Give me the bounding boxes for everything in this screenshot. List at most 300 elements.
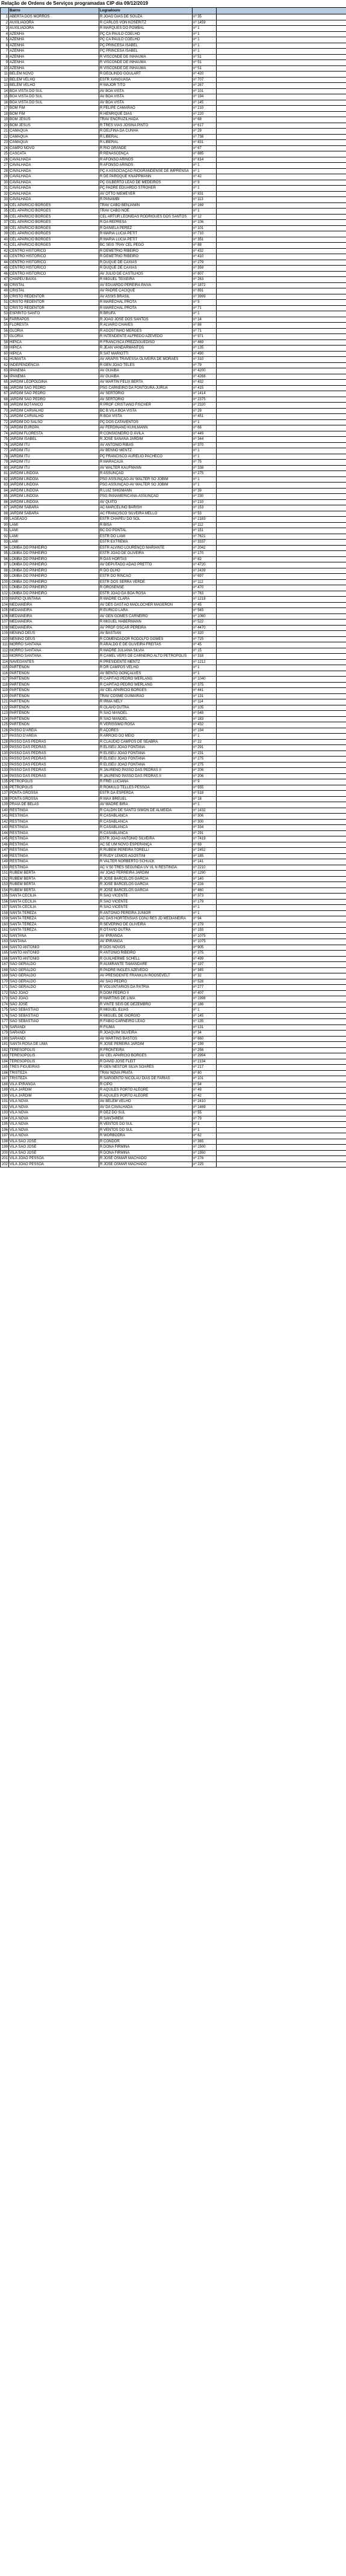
row-bairro: CRISTAL <box>9 282 99 288</box>
page-title: Relação de Ordens de Serviços programadas CIP dia 09/12/2019 <box>1 1 148 6</box>
table-row <box>1 163 346 169</box>
row-blank <box>217 43 346 49</box>
row-bairro: SÃO GERALDO <box>9 979 99 985</box>
row-blank <box>217 876 346 882</box>
row-logradouro: R DA REPRESA <box>99 220 193 226</box>
row-number: nº 9 <box>193 779 217 785</box>
row-bairro: PARTENON <box>9 693 99 699</box>
row-number: nº 88 <box>193 323 217 329</box>
row-index: 22 <box>1 134 9 140</box>
row-index: 75 <box>1 437 9 443</box>
row-bairro: JARDIM SÃO PEDRO <box>9 385 99 391</box>
row-index: 161 <box>1 928 9 934</box>
row-logradouro: BC B VILA BOA VISTA <box>99 408 193 414</box>
row-index: 186 <box>1 1070 9 1076</box>
row-number: nº 185 <box>193 853 217 859</box>
row-index: 58 <box>1 340 9 346</box>
row-blank <box>217 865 346 871</box>
row-number: nº 151 <box>193 528 217 534</box>
row-bairro: JARDIM CARVALHO <box>9 414 99 420</box>
row-logradouro: TRAV ENCRUZILHADA <box>99 117 193 123</box>
table-row <box>1 534 346 540</box>
table-row <box>1 186 346 192</box>
row-number: nº 1 <box>193 168 217 174</box>
row-number: nº 1 <box>193 419 217 425</box>
row-logradouro: R DEMETRIO RIBEIRO <box>99 248 193 254</box>
row-bairro: PETRÓPOLIS <box>9 779 99 785</box>
row-blank <box>217 830 346 836</box>
row-number: nº 2994 <box>193 1053 217 1059</box>
row-logradouro: BC SEIS TRAV CEL PEGO <box>99 243 193 249</box>
row-blank <box>217 243 346 249</box>
table-row <box>1 859 346 865</box>
row-blank <box>217 665 346 671</box>
row-bairro: CEL APARICIO BORGES <box>9 202 99 209</box>
row-index: 56 <box>1 328 9 334</box>
row-number: nº 1469 <box>193 1104 217 1110</box>
row-number: nº 53 <box>193 511 217 517</box>
row-bairro: CEL APARICIO BORGES <box>9 214 99 220</box>
row-number: nº 267 <box>193 83 217 89</box>
row-logradouro: R CALDIN DE SANTO SIMON DE ALMEIDA <box>99 808 193 814</box>
table-row <box>1 1013 346 1019</box>
table-row <box>1 1116 346 1122</box>
row-blank <box>217 1082 346 1088</box>
row-logradouro: AC FRANCISCO SILVEIRA MELLO <box>99 511 193 517</box>
row-blank <box>217 956 346 962</box>
row-index: 79 <box>1 460 9 466</box>
row-number: nº 1 <box>193 163 217 169</box>
table-row <box>1 745 346 751</box>
table-row <box>1 437 346 443</box>
row-index: 145 <box>1 836 9 842</box>
row-index: 89 <box>1 517 9 523</box>
row-number: nº 112 <box>193 579 217 585</box>
row-number: nº 35 <box>193 14 217 20</box>
row-bairro: CRISTO REDENTOR <box>9 305 99 311</box>
row-bairro: CEL APARICIO BORGES <box>9 220 99 226</box>
row-blank <box>217 945 346 951</box>
row-blank <box>217 574 346 580</box>
row-index: 25 <box>1 151 9 157</box>
row-bairro: SANTANA <box>9 933 99 939</box>
row-blank <box>217 671 346 677</box>
table-row <box>1 134 346 140</box>
row-index: 92 <box>1 534 9 540</box>
row-blank <box>217 1110 346 1116</box>
row-bairro: MORRO SANTANA <box>9 642 99 648</box>
table-row <box>1 853 346 859</box>
row-bairro: RESTINGA <box>9 830 99 836</box>
row-logradouro: R LUIZ SHIGMANN <box>99 488 193 494</box>
row-blank <box>217 693 346 699</box>
row-logradouro: R FREI LUCIANA <box>99 779 193 785</box>
row-bairro: SÃO SEBASTIÃO <box>9 1008 99 1014</box>
row-logradouro: AV DES GASTÃO MADLOCHER MAGERON <box>99 602 193 608</box>
row-index: 115 <box>1 665 9 671</box>
table-row <box>1 140 346 146</box>
row-index: 193 <box>1 1110 9 1116</box>
row-bairro: PASSO DAS PEDRAS <box>9 773 99 779</box>
row-bairro: AZENHA <box>9 31 99 37</box>
row-number: nº 88 <box>193 243 217 249</box>
table-row <box>1 174 346 180</box>
row-bairro: AZENHA <box>9 54 99 60</box>
row-blank <box>217 631 346 637</box>
row-logradouro: R HENRIQUE DIAS <box>99 111 193 117</box>
row-logradouro: ESTR EXTREMA <box>99 540 193 546</box>
row-bairro: PRAIA DE BELAS <box>9 802 99 808</box>
table-row <box>1 374 346 380</box>
row-index: 135 <box>1 779 9 785</box>
row-number: nº 2320 <box>193 403 217 409</box>
row-logradouro: PÇ A ASSOCIAÇÃO RIOGRANDENSE DE IMPRENSA <box>99 168 193 174</box>
row-logradouro: AV EDUARDO PEREIRA PAIVA <box>99 282 193 288</box>
table-row <box>1 425 346 431</box>
row-blank <box>217 585 346 591</box>
row-logradouro: R CLÁUDIO CAMPOS DE SEABRA <box>99 739 193 745</box>
row-bairro: LAMI <box>9 534 99 540</box>
row-index: 197 <box>1 1133 9 1139</box>
row-blank <box>217 848 346 854</box>
row-index: 72 <box>1 419 9 425</box>
table-row <box>1 1053 346 1059</box>
row-index: 156 <box>1 899 9 905</box>
row-number: nº 1 <box>193 448 217 454</box>
row-logradouro: R MARIA LUCIA PETIT <box>99 237 193 243</box>
row-number: nº 3999 <box>193 294 217 300</box>
table-row <box>1 419 346 425</box>
row-bairro: CENTRO HISTÓRICO <box>9 260 99 266</box>
row-number: nº 451 <box>193 414 217 420</box>
table-row <box>1 1008 346 1014</box>
row-number: nº 460 <box>193 888 217 894</box>
row-logradouro: ESTR XANGUASA <box>99 77 193 83</box>
row-blank <box>217 111 346 117</box>
row-logradouro: R OLAVO DUTRA <box>99 705 193 711</box>
table-row <box>1 1065 346 1071</box>
row-logradouro: R SÃO VICENTE <box>99 899 193 905</box>
row-logradouro: R DEZ DO SUL <box>99 1110 193 1116</box>
row-number: nº 1459 <box>193 20 217 26</box>
row-number: nº 220 <box>193 111 217 117</box>
row-index: 63 <box>1 368 9 374</box>
row-logradouro: AV JOÃO FERREIRA JARDIM <box>99 871 193 877</box>
row-index: 13 <box>1 83 9 89</box>
row-logradouro: BC DO PONTAL <box>99 528 193 534</box>
row-bairro: RESTINGA <box>9 814 99 820</box>
table-row <box>1 830 346 836</box>
row-number: nº 199 <box>193 1042 217 1048</box>
row-blank <box>217 311 346 317</box>
row-blank <box>217 768 346 774</box>
row-blank <box>217 385 346 391</box>
row-number: nº 101 <box>193 1076 217 1082</box>
row-number: nº 42 <box>193 174 217 180</box>
row-bairro: SÃO JOSÉ <box>9 1002 99 1008</box>
row-bairro: JARDIM SABARÁ <box>9 511 99 517</box>
row-logradouro: R AFONSO ARINOS <box>99 163 193 169</box>
row-index: 14 <box>1 88 9 94</box>
row-index: 70 <box>1 408 9 414</box>
row-logradouro: AV ASSIS BRASIL <box>99 294 193 300</box>
row-number: nº 310 <box>193 357 217 363</box>
row-index: 140 <box>1 808 9 814</box>
row-number: nº 548 <box>193 711 217 717</box>
row-number: nº 275 <box>193 471 217 477</box>
row-number: nº 1040 <box>193 677 217 683</box>
table-row <box>1 403 346 409</box>
row-number: nº 334 <box>193 825 217 831</box>
table-row <box>1 967 346 973</box>
row-blank <box>217 1162 346 1168</box>
row-bairro: JARDIM SABARÁ <box>9 505 99 511</box>
row-number: nº 814 <box>193 157 217 163</box>
row-index: 191 <box>1 1099 9 1105</box>
row-logradouro: TRAV CABO BENJAMIN <box>99 202 193 209</box>
row-index: 44 <box>1 260 9 266</box>
row-number: nº 2439 <box>193 568 217 574</box>
row-index: 59 <box>1 346 9 352</box>
row-bairro: JARDIM LINDÓIA <box>9 477 99 483</box>
row-logradouro: R DAS HORTAS <box>99 556 193 562</box>
row-index: 84 <box>1 488 9 494</box>
row-index: 112 <box>1 648 9 654</box>
row-blank <box>217 819 346 825</box>
table-row <box>1 454 346 460</box>
row-logradouro: R CASABLANCA <box>99 830 193 836</box>
row-number: nº 145 <box>193 1013 217 1019</box>
table-row <box>1 1127 346 1133</box>
row-index: 102 <box>1 591 9 597</box>
row-bairro: RUBEM BERTA <box>9 871 99 877</box>
row-blank <box>217 106 346 112</box>
row-logradouro: R SARGENTO NICOLAU DIAS DE FARIAS <box>99 1076 193 1082</box>
row-blank <box>217 31 346 37</box>
row-number: nº 194 <box>193 94 217 100</box>
table-row <box>1 168 346 174</box>
row-bairro: JARDIM LINDÓIA <box>9 471 99 477</box>
row-index: 94 <box>1 545 9 551</box>
row-logradouro: AV WALTER KAUFMANN <box>99 465 193 471</box>
row-logradouro: R FRANCISCA PREZZIGUEDISO <box>99 340 193 346</box>
row-logradouro: R DAVID JOSÉ FLEIT <box>99 1059 193 1065</box>
row-blank <box>217 231 346 237</box>
row-index: 185 <box>1 1065 9 1071</box>
row-logradouro: R CASABLANCA <box>99 819 193 825</box>
row-logradouro: R CAMEL VERS DE CARNEIRO ALTO PETRÓPOLIS <box>99 654 193 660</box>
row-blank <box>217 625 346 631</box>
table-row <box>1 882 346 888</box>
table-row <box>1 328 346 334</box>
row-bairro: LOMBA DO PINHEIRO <box>9 556 99 562</box>
row-logradouro: R DOM PEDRO II <box>99 990 193 996</box>
row-index: 93 <box>1 540 9 546</box>
row-number: nº 449 <box>193 431 217 437</box>
row-blank <box>217 157 346 163</box>
row-index: 144 <box>1 830 9 836</box>
row-bairro: AZENHA <box>9 37 99 43</box>
row-blank <box>217 1053 346 1059</box>
row-logradouro: R JOÃO JOSÉ DOS SANTOS <box>99 317 193 323</box>
table-row <box>1 385 346 391</box>
table-row <box>1 648 346 654</box>
row-bairro: PASSO DAS PEDRAS <box>9 757 99 763</box>
row-index: 12 <box>1 77 9 83</box>
row-index: 23 <box>1 140 9 146</box>
row-logradouro: ESTR DA ESPERDA <box>99 791 193 797</box>
row-bairro: SARANDI <box>9 1031 99 1037</box>
row-bairro: SÃO GERALDO <box>9 967 99 973</box>
row-index: 157 <box>1 905 9 911</box>
row-bairro: CAMAQUÃ <box>9 140 99 146</box>
row-blank <box>217 540 346 546</box>
table-row <box>1 597 346 603</box>
row-index: 108 <box>1 625 9 631</box>
row-bairro: ESPIRITO SANTO <box>9 311 99 317</box>
row-number: nº 197 <box>193 962 217 968</box>
row-index: 151 <box>1 871 9 877</box>
row-bairro: CAVALHADA <box>9 157 99 163</box>
row-bairro: JARDIM ITU <box>9 454 99 460</box>
row-blank <box>217 403 346 409</box>
row-blank <box>217 791 346 797</box>
row-bairro: FLORESTA <box>9 323 99 329</box>
row-blank <box>217 1070 346 1076</box>
row-blank <box>217 282 346 288</box>
row-logradouro: R TRES VIAS JOSINA PINTO <box>99 123 193 129</box>
row-bairro: PARTENON <box>9 705 99 711</box>
table-row <box>1 1122 346 1128</box>
row-number: nº 7621 <box>193 534 217 540</box>
row-number: nº 45 <box>193 602 217 608</box>
row-number: nº 1 <box>193 454 217 460</box>
row-blank <box>217 225 346 231</box>
row-logradouro: R SÃO MANOEL <box>99 711 193 717</box>
row-bairro: SÃO GERALDO <box>9 973 99 979</box>
row-logradouro: R DEOLINDO GOULART <box>99 72 193 78</box>
row-index: 34 <box>1 202 9 209</box>
row-blank <box>217 859 346 865</box>
row-blank <box>217 1031 346 1037</box>
table-row <box>1 836 346 842</box>
row-number: nº 1 <box>193 37 217 43</box>
row-index: 141 <box>1 814 9 820</box>
row-number: nº 226 <box>193 882 217 888</box>
row-logradouro: R VENTOS DO SUL <box>99 1122 193 1128</box>
row-bairro: SÃO GERALDO <box>9 985 99 991</box>
row-logradouro: R MIGUEL HABERMANN <box>99 620 193 626</box>
row-index: 153 <box>1 882 9 888</box>
table-row <box>1 448 346 454</box>
row-logradouro: TRAV CABO NOÉ <box>99 209 193 215</box>
row-logradouro: R PRESIDENTE MENTZ <box>99 659 193 665</box>
row-bairro: IPANEMA <box>9 374 99 380</box>
row-bairro: CEL APARICIO BORGES <box>9 237 99 243</box>
row-number: nº 29 <box>193 129 217 135</box>
row-blank <box>217 562 346 568</box>
row-number: nº 51 <box>193 54 217 60</box>
row-index: 81 <box>1 471 9 477</box>
row-bairro: MEDIANEIRA <box>9 614 99 620</box>
row-index: 148 <box>1 853 9 859</box>
row-blank <box>217 340 346 346</box>
row-blank <box>217 842 346 848</box>
row-number: nº 32 <box>193 973 217 979</box>
row-number: nº 518 <box>193 791 217 797</box>
row-number: nº 1 <box>193 665 217 671</box>
row-logradouro: R DEMETRIO RIBEIRO <box>99 254 193 260</box>
row-number: nº 432 <box>193 380 217 386</box>
row-index: 182 <box>1 1047 9 1053</box>
table-row <box>1 848 346 854</box>
row-logradouro: R JAURENO PASSO DAS PEDRAS II <box>99 773 193 779</box>
row-blank <box>217 465 346 471</box>
row-blank <box>217 751 346 757</box>
row-number: nº 14 <box>193 317 217 323</box>
table-row <box>1 271 346 277</box>
table-row <box>1 346 346 352</box>
row-index: 109 <box>1 631 9 637</box>
row-logradouro: R CASABLANCA <box>99 814 193 820</box>
row-number: nº 470 <box>193 585 217 591</box>
table-row <box>1 574 346 580</box>
row-logradouro: PSG ASSUNÇÃO-AV WALTER SÓ JOBIM <box>99 477 193 483</box>
table-row <box>1 282 346 288</box>
table-row <box>1 77 346 83</box>
row-index: 77 <box>1 448 9 454</box>
table-row <box>1 31 346 37</box>
row-bairro: SANTO ANTÔNIO <box>9 951 99 957</box>
row-number: nº 112 <box>193 522 217 528</box>
row-logradouro: PSG CARNEIRO DA FONTOURA-JURUA <box>99 385 193 391</box>
row-index: 38 <box>1 225 9 231</box>
row-bairro: SANTA TEREZA <box>9 928 99 934</box>
row-blank <box>217 677 346 683</box>
row-logradouro: AV MARTINS BASTOS <box>99 1036 193 1042</box>
row-number: nº 1998 <box>193 996 217 1002</box>
row-blank <box>217 894 346 900</box>
row-logradouro: AV PROF OSCAR PEREIRA <box>99 625 193 631</box>
row-logradouro: AV BOA VISTA <box>99 88 193 94</box>
row-number: nº 375 <box>193 951 217 957</box>
row-bairro: LOMBA DO PINHEIRO <box>9 551 99 557</box>
row-blank <box>217 477 346 483</box>
row-index: 174 <box>1 1002 9 1008</box>
table-row <box>1 123 346 129</box>
row-logradouro: ESTR JOÃO ANTONIO SILVEIRA <box>99 836 193 842</box>
row-blank <box>217 1002 346 1008</box>
row-number: nº 106 <box>193 220 217 226</box>
row-index: 190 <box>1 1093 9 1099</box>
row-number: nº 1 <box>193 905 217 911</box>
row-logradouro: R RENASCENÇA <box>99 151 193 157</box>
table-row <box>1 362 346 368</box>
row-bairro: PASSO DAS PEDRAS <box>9 762 99 768</box>
row-index: 169 <box>1 973 9 979</box>
row-logradouro: R SÃO VICENTE <box>99 905 193 911</box>
row-blank <box>217 419 346 425</box>
row-number: nº 375 <box>193 682 217 688</box>
row-index: 87 <box>1 505 9 511</box>
row-bairro: JARDIM ITU <box>9 465 99 471</box>
row-number: nº 135 <box>193 346 217 352</box>
row-index: 67 <box>1 391 9 397</box>
row-blank <box>217 317 346 323</box>
table-row <box>1 556 346 562</box>
row-index: 149 <box>1 859 9 865</box>
row-blank <box>217 437 346 443</box>
